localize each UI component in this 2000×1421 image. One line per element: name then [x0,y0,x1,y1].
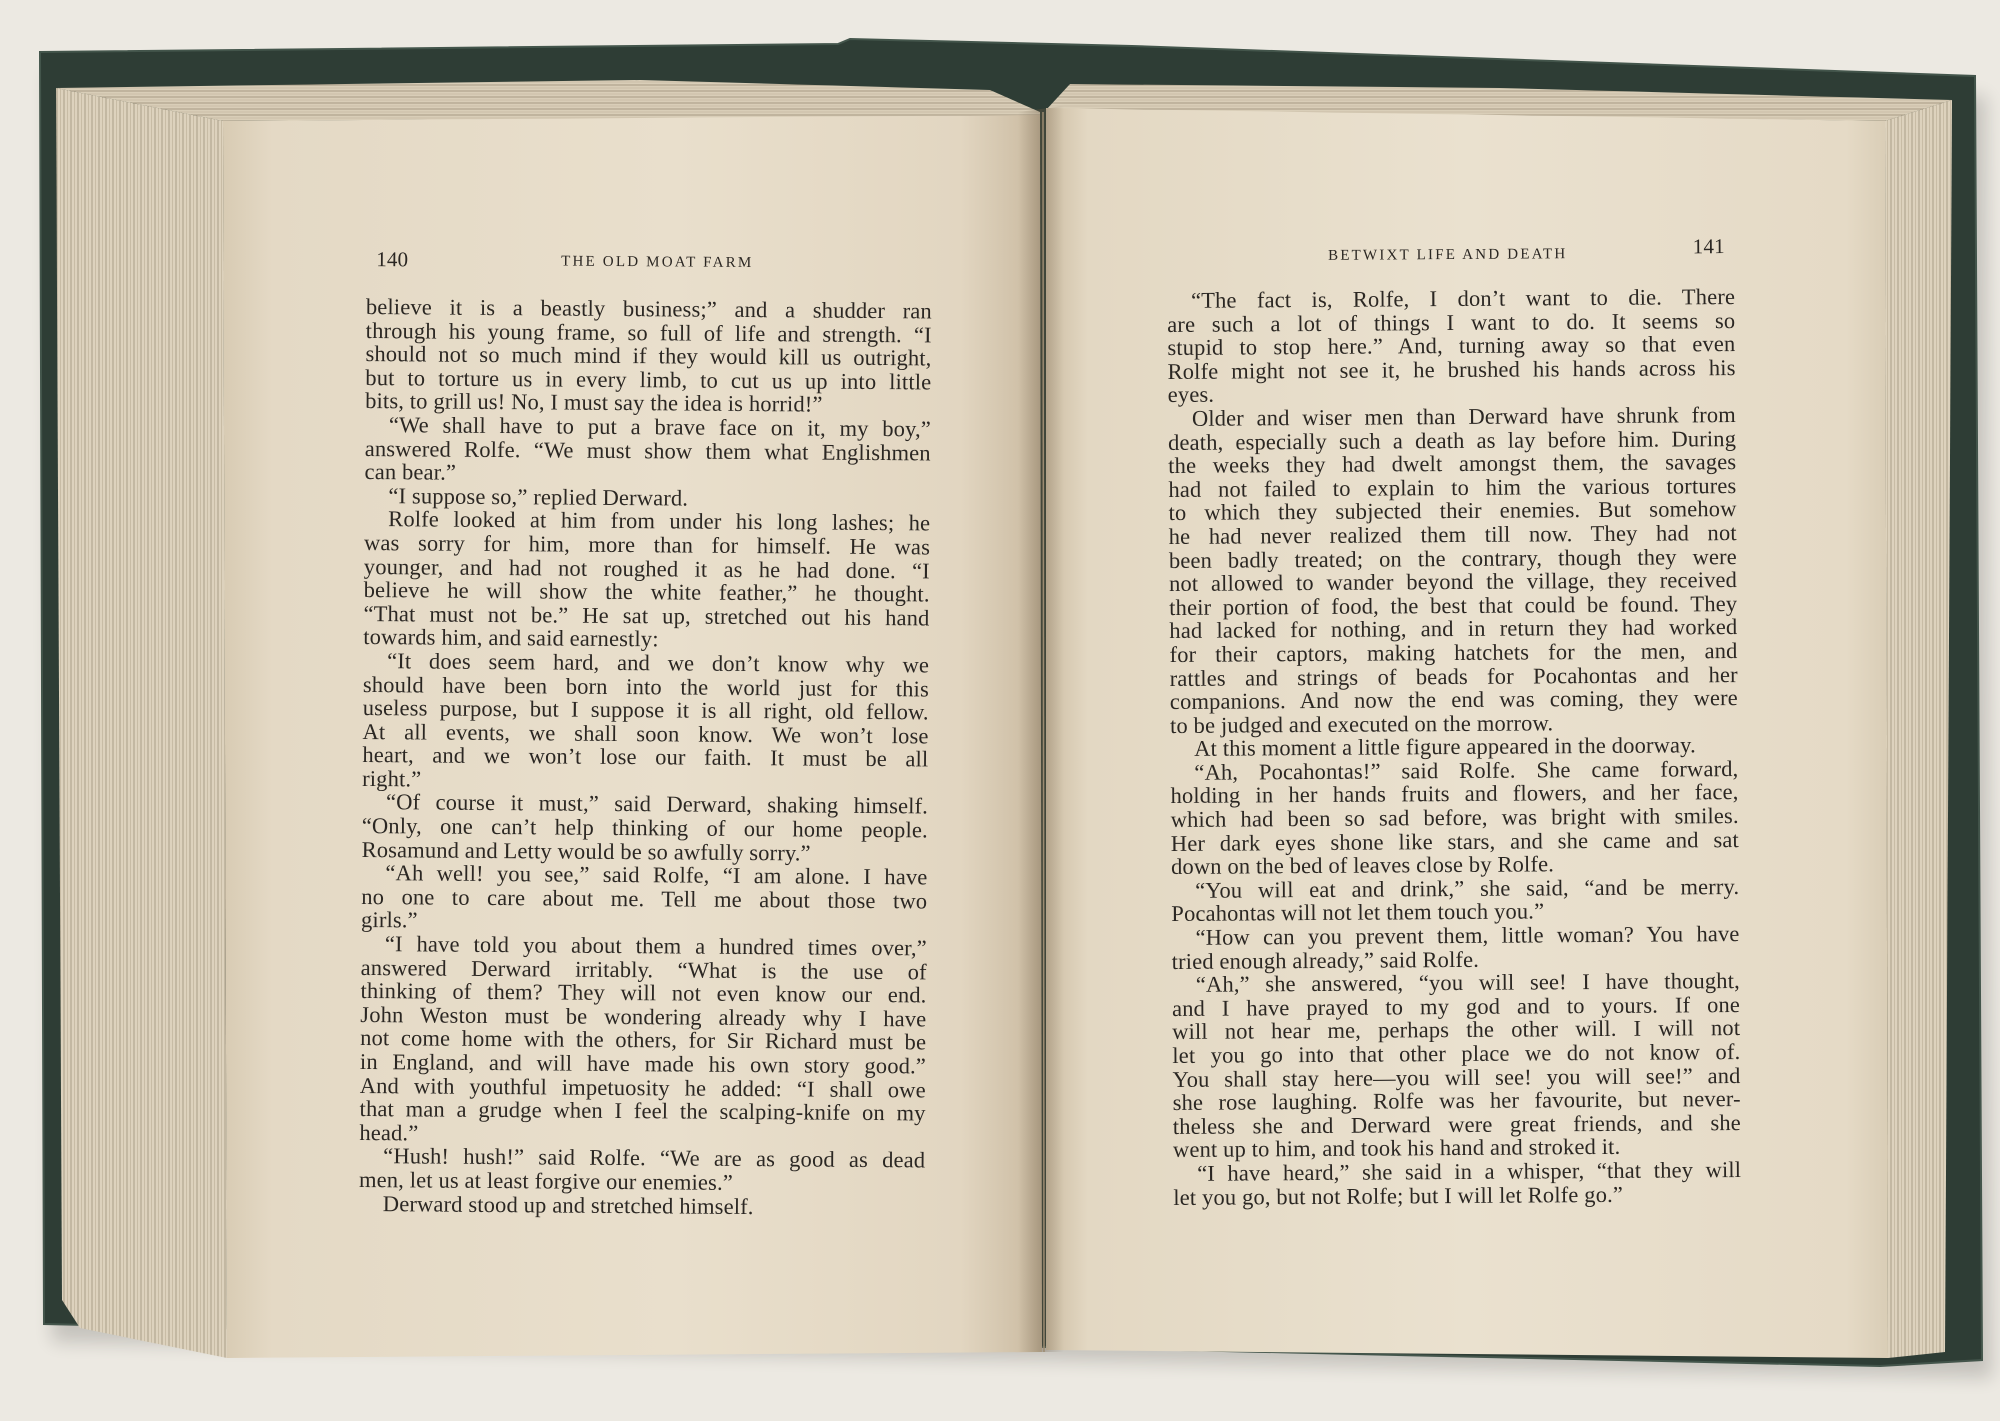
text-line: “Hush! hush!” said Rolfe. “We are as good as dead [383,1143,926,1173]
page-right-text [1167,234,1742,1210]
text-line: answered Rolfe. “We must show them what Englishmen [364,435,931,466]
text-line: “We shall have to put a brave face on it, my boy,” [388,412,932,442]
text-line: And with youthful impetuosity he added: “I shall owe [359,1072,926,1103]
text-line: let you go into that other place we do not know of. [1172,1039,1741,1068]
text-line: thinking of them? They will not even know our end. [360,978,927,1008]
text-line: “Ah well! you see,” said Rolfe, “I am alone. I have [385,860,928,890]
running-head: BETWIXT LIFE AND DEATH [1328,246,1568,264]
text-line: “You will eat and drink,” she said, “and be merry. [1195,873,1740,903]
text-line: had not failed to explain to him the various tortures [1168,472,1737,502]
text-line: At all events, we shall soon know. We won’t lose [362,718,929,749]
text-line: Rolfe might not see it, he brushed his hands across his [1167,354,1736,384]
text-line: not come home with the others, for Sir Richard must be [360,1025,927,1055]
text-line: Derward stood up and stretched himself. [382,1190,754,1219]
text-line: John Weston must be wondering already why I have [360,1001,927,1032]
text-line: let you go, but not Rolfe; but I will let Rolfe go.” [1173,1181,1624,1210]
text-line: “How can you prevent them, little woman? You have [1195,921,1740,950]
text-line: which had been so sad before, was bright with smiles. [1170,803,1739,833]
gutter-fold [1043,112,1044,1352]
text-line: and I have prayed to my god and to yours. If one [1171,991,1741,1021]
text-line: been badly treated; on the contrary, though they were [1168,543,1737,573]
text-line: useless purpose, but I suppose it is all right, old fellow. [362,695,929,725]
gutter-shadow [1018,106,1064,1352]
text-line: rattles and strings of beads for Pocahontas and her [1169,661,1738,691]
page-number: 140 [376,247,409,272]
text-line: towards him, and said earnestly: [363,624,659,652]
text-line: she rose laughing. Rolfe was her favourite, but never- [1172,1086,1741,1116]
text-line: right.” [362,765,422,792]
text-line: believe he will show the white feather,” he thought. [363,577,930,607]
text-line: should have been born into the world just for this [362,671,930,701]
text-line: that man a grudge when I feel the scalping-knife on my [359,1096,926,1126]
text-line: head.” [359,1119,419,1146]
text-line: heart, and we won’t lose our faith. It must be all [362,742,929,772]
text-line: had lacked for nothing, and in return they had worked [1169,614,1738,644]
text-line: no one to care about me. Tell me about those two [361,883,928,914]
text-line: not allowed to wander beyond the village, they received [1168,567,1738,597]
text-line: answered Derward irritably. “What is the use of [360,954,927,985]
text-line: “Ah,” she answered, “you will see! I have thought, [1195,968,1740,998]
text-line: through his young frame, so full of life and strength. “I [365,317,932,348]
text-line: “Only, one can’t help thinking of our home people. [361,813,928,843]
text-line: girls.” [360,907,418,933]
text-line: will not hear me, perhaps the other will. I will not [1172,1015,1741,1045]
text-line: theless she and Derward were great friends, and she [1172,1109,1741,1139]
text-line: for their captors, making hatchets for the men, and [1169,637,1738,667]
text-line: but to torture us in every limb, to cut us up into little [365,364,932,395]
text-line: their portion of food, the best that could be found. They [1169,590,1738,620]
text-line: “Ah, Pocahontas!” said Rolfe. She came forward, [1194,755,1739,785]
text-line: are such a lot of things I want to do. It seems so [1167,307,1736,337]
text-line: to be judged and executed on the morrow. [1169,710,1554,738]
page-left-text [358,247,932,1220]
text-line: the weeks they had dwelt amongst them, the savages [1168,449,1737,479]
text-line: was sorry for him, more than for himself. He was [363,529,931,560]
text-line: You shall stay here—you will see! you will see!” and [1172,1062,1741,1092]
text-line: death, especially such a death as lay before him. During [1167,425,1737,455]
page-number: 141 [1692,234,1725,259]
text-line: companions. And now the end was coming, they were [1169,685,1738,715]
text-line: “It does seem hard, and we don’t know why we [387,648,930,678]
running-head: THE OLD MOAT FARM [561,253,754,272]
text-line: Rolfe looked at him from under his long lashes; he [388,506,931,536]
text-line: At this moment a little figure appeared in the doorway. [1194,732,1696,762]
text-line: men, let us at least forgive our enemies.” [358,1166,734,1195]
text-line: can bear.” [364,459,457,485]
text-line: Her dark eyes shone like stars, and she came and sat [1170,826,1739,856]
text-line: went up to him, and took his hand and stroked it. [1172,1134,1621,1163]
page-edges-left [56,88,227,1358]
text-line: believe it is a beastly business;” and a shudder ran [365,294,932,324]
text-line: in England, and will have made his own story good.” [359,1048,927,1079]
text-line: stupid to stop here.” And, turning away so that even [1167,331,1736,361]
text-line: he had never realized them till now. They had not [1168,519,1737,549]
text-line: “That must not be.” He sat up, stretched out his hand [363,600,930,631]
text-line: eyes. [1167,382,1215,408]
text-line: Rosamund and Letty would be so awfully sorry.” [361,836,811,866]
text-line: holding in her hands fruits and flowers, and her face, [1170,779,1739,809]
text-line: down on the bed of leaves close by Rolfe. [1170,851,1555,880]
page-header [366,247,932,275]
text-line: “The fact is, Rolfe, I don’t want to die. There [1190,284,1736,313]
text-line: “I have told you about them a hundred times over,” [384,931,927,961]
page-header [1167,234,1735,268]
page-edges-right [1885,100,1952,1358]
text-line: should not so much mind if they would kill us outright, [365,341,932,371]
text-line: “I suppose so,” replied Derward. [388,482,689,511]
text-line: “I have heard,” she said in a whisper, “that they will [1197,1156,1742,1186]
text-line: to which they subjected their enemies. But somehow [1168,496,1737,526]
text-line: bits, to grill us! No, I must say the idea is horrid!” [365,388,823,417]
text-line: “Of course it must,” said Derward, shaking himself. [385,789,929,819]
text-line: younger, and had not roughed it as he had done. “I [363,553,930,583]
text-line: tried enough already,” said Rolfe. [1171,946,1480,974]
text-line: Pocahontas will not let them touch you.” [1171,898,1545,927]
text-line: Older and wiser men than Derward have shrunk from [1191,402,1736,431]
